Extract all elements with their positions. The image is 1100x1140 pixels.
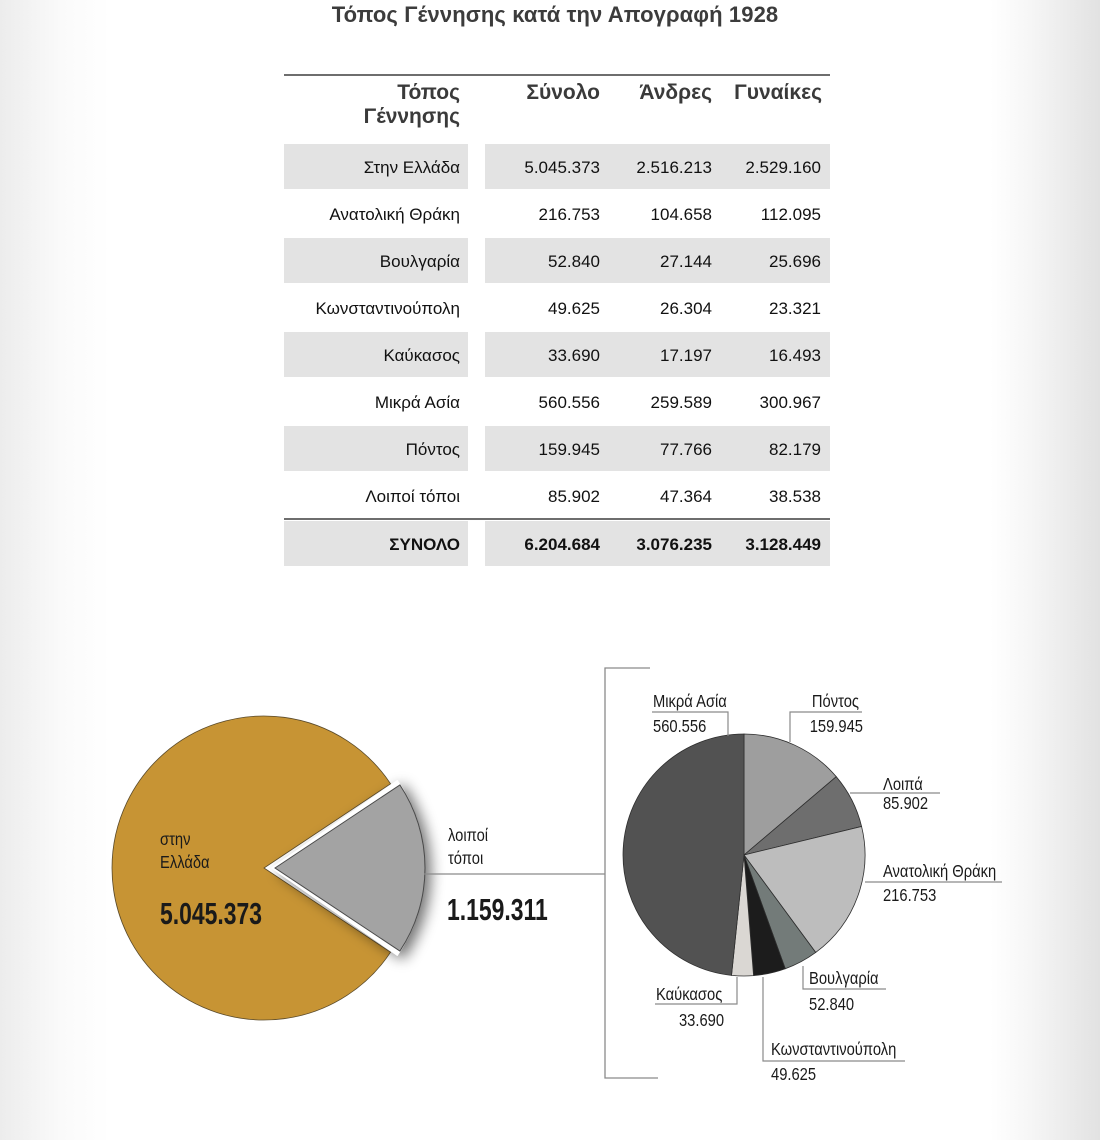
cell-total: 33.690 <box>548 346 600 365</box>
connector-lines <box>424 668 658 1078</box>
cell-total: 49.625 <box>548 299 600 318</box>
label-konstantinoupoli: Κωνσταντινούπολη <box>771 1039 897 1060</box>
value-anatoliki-thraki: 216.753 <box>883 885 937 906</box>
pie-slice-6 <box>623 734 744 975</box>
total-men: 3.076.235 <box>636 535 712 554</box>
cell-place: Μικρά Ασία <box>374 393 460 412</box>
cell-women: 112.095 <box>760 205 821 224</box>
cell-men: 77.766 <box>660 440 712 459</box>
label-ellada-line1: στην <box>160 829 191 850</box>
cell-men: 26.304 <box>660 299 712 318</box>
cell-place: Ανατολική Θράκη <box>329 205 460 224</box>
value-kaykasos: 33.690 <box>679 1010 725 1031</box>
cell-women: 16.493 <box>769 346 821 365</box>
left-pie <box>112 716 425 1020</box>
label-kaykasos: Καύκασος <box>656 984 723 1005</box>
cell-total: 159.945 <box>538 440 600 459</box>
cell-men: 27.144 <box>660 252 712 271</box>
cell-total: 5.045.373 <box>524 158 600 177</box>
header-place-line1: Τόπος <box>397 81 460 104</box>
value-mikra-asia: 560.556 <box>653 716 707 737</box>
cell-women: 23.321 <box>769 299 821 318</box>
cell-place: Πόντος <box>405 440 460 459</box>
cell-women: 2.529.160 <box>745 158 821 177</box>
value-loipoi: 1.159.311 <box>447 891 548 927</box>
cell-men: 47.364 <box>660 487 712 506</box>
label-loipa: Λοιπά <box>883 774 923 795</box>
label-ellada-line2: Ελλάδα <box>160 852 210 873</box>
cell-women: 25.696 <box>769 252 821 271</box>
header-men: Άνδρες <box>639 81 712 104</box>
cell-place: Κωνσταντινούπολη <box>315 299 460 318</box>
cell-men: 2.516.213 <box>636 158 712 177</box>
cell-place: Καύκασος <box>383 346 460 365</box>
total-sum: 6.204.684 <box>524 535 600 554</box>
label-voulgaria: Βουλγαρία <box>809 968 879 989</box>
cell-place: Βουλγαρία <box>379 252 460 271</box>
label-pontos: Πόντος <box>811 691 859 712</box>
right-pie <box>623 734 865 976</box>
cell-total: 216.753 <box>538 205 600 224</box>
cell-total: 560.556 <box>538 393 600 412</box>
cell-place: Λοιποί τόποι <box>365 487 460 506</box>
cell-total: 85.902 <box>548 487 600 506</box>
page-title: Τόπος Γέννησης κατά την Απογραφή 1928 <box>331 2 779 27</box>
header-total: Σύνολο <box>526 81 600 104</box>
cell-women: 82.179 <box>769 440 821 459</box>
value-konstantinoupoli: 49.625 <box>771 1064 817 1085</box>
cell-men: 104.658 <box>650 205 712 224</box>
value-loipa: 85.902 <box>883 793 929 814</box>
header-place-line2: Γέννησης <box>363 105 460 128</box>
cell-place: Στην Ελλάδα <box>363 158 460 177</box>
label-mikra-asia: Μικρά Ασία <box>653 691 727 712</box>
value-ellada: 5.045.373 <box>160 895 262 931</box>
cell-total: 52.840 <box>548 252 600 271</box>
header-women: Γυναίκες <box>734 81 822 104</box>
label-anatoliki-thraki: Ανατολική Θράκη <box>883 861 997 882</box>
cell-women: 38.538 <box>769 487 821 506</box>
total-women: 3.128.449 <box>745 535 821 554</box>
label-loipoi-line1: λοιποί <box>448 825 489 846</box>
value-pontos: 159.945 <box>809 716 864 737</box>
total-label: ΣΥΝΟΛΟ <box>389 535 460 554</box>
label-loipoi-line2: τόποι <box>448 848 484 869</box>
cell-men: 17.197 <box>660 346 712 365</box>
cell-women: 300.967 <box>759 393 821 412</box>
value-voulgaria: 52.840 <box>809 994 855 1015</box>
cell-men: 259.589 <box>650 393 712 412</box>
